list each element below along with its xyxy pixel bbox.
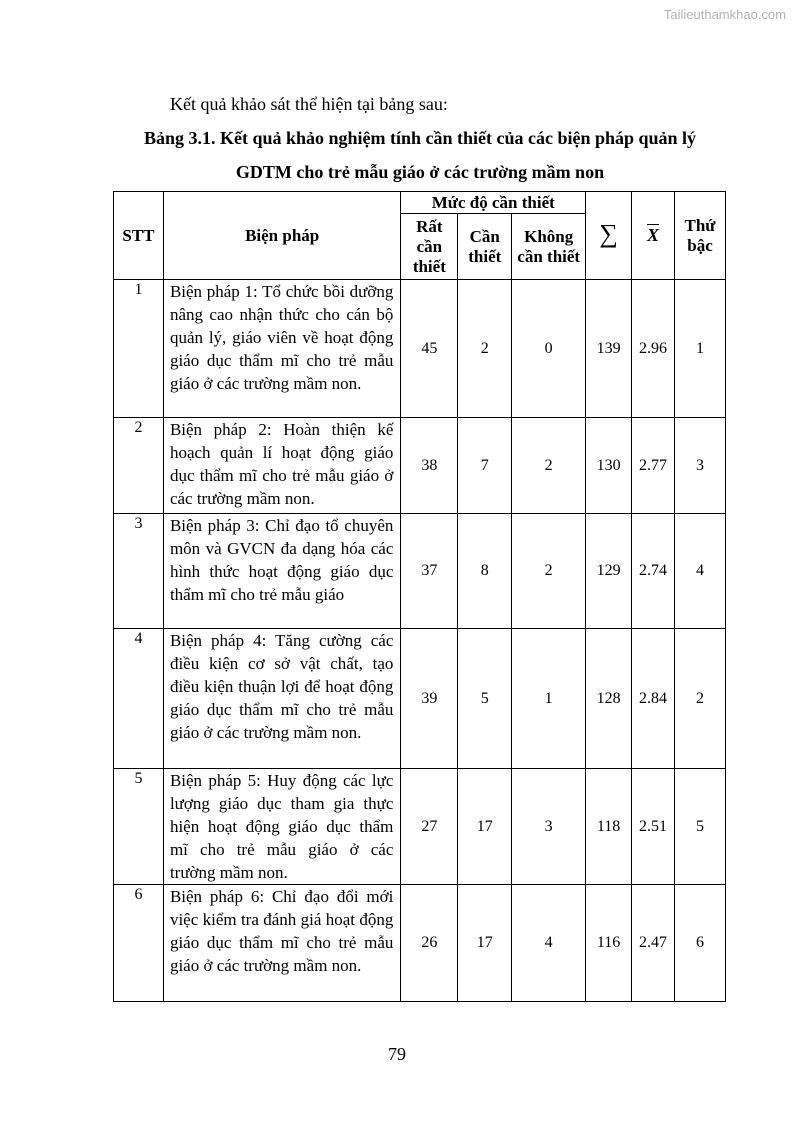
row-rank: 3 [675, 418, 726, 514]
row-rank: 6 [675, 885, 726, 1002]
row-necessary: 5 [458, 629, 512, 769]
row-sum: 116 [586, 885, 632, 1002]
results-table [113, 191, 726, 1002]
row-mean: 2.84 [632, 629, 675, 769]
row-measure: Biện pháp 5: Huy động các lực lượng giáo dục tham gia thực hiện hoạt động giáo dục thẩm mĩ cho trẻ mẫu giáo ở các trường mầm non. [163, 769, 400, 885]
row-sum: 128 [586, 629, 632, 769]
row-rank: 4 [675, 514, 726, 629]
row-mean: 2.74 [632, 514, 675, 629]
row-mean: 2.47 [632, 885, 675, 1002]
row-sum: 118 [586, 769, 632, 885]
row-necessary: 2 [458, 280, 512, 418]
header-necessity-level: Mức độ cần thiết [401, 192, 586, 214]
row-stt: 2 [114, 418, 164, 514]
row-necessary: 17 [458, 885, 512, 1002]
header-measure: Biện pháp [163, 192, 400, 280]
row-mean: 2.96 [632, 280, 675, 418]
row-not-necessary: 1 [512, 629, 586, 769]
row-sum: 129 [586, 514, 632, 629]
row-measure: Biện pháp 2: Hoàn thiện kế hoạch quản lí hoạt động giáo dục thẩm mĩ cho trẻ mẫu giáo ở các trường mầm non. [163, 418, 400, 514]
table-row [114, 280, 726, 418]
row-very-necessary: 45 [401, 280, 458, 418]
row-measure: Biện pháp 6: Chỉ đạo đổi mới việc kiểm tra đánh giá hoạt động giáo dục thẩm mĩ cho trẻ mẫu giáo ở các trường mầm non. [163, 885, 400, 1002]
table-row [114, 418, 726, 514]
table-row [114, 769, 726, 885]
table-row [114, 629, 726, 769]
row-stt: 5 [114, 769, 164, 885]
row-not-necessary: 2 [512, 514, 586, 629]
header-mean [632, 192, 675, 280]
row-stt: 6 [114, 885, 164, 1002]
row-rank: 1 [675, 280, 726, 418]
row-mean: 2.51 [632, 769, 675, 885]
row-stt: 1 [114, 280, 164, 418]
row-not-necessary: 2 [512, 418, 586, 514]
header-stt: STT [114, 192, 164, 280]
table-row [114, 885, 726, 1002]
row-not-necessary: 4 [512, 885, 586, 1002]
row-necessary: 8 [458, 514, 512, 629]
table-caption-line-2: GDTM cho trẻ mẫu giáo ở các trường mầm non [235, 162, 605, 182]
row-very-necessary: 27 [401, 769, 458, 885]
row-measure: Biện pháp 1: Tổ chức bồi dưỡng nâng cao nhận thức cho cán bộ quản lý, giáo viên về hoạt động giáo dục thẩm mĩ cho trẻ mẫu giáo ở các trường mầm non. [163, 280, 400, 418]
row-necessary: 17 [458, 769, 512, 885]
page-number: 79 [388, 1044, 406, 1064]
row-very-necessary: 38 [401, 418, 458, 514]
row-stt: 3 [114, 514, 164, 629]
row-very-necessary: 26 [401, 885, 458, 1002]
row-very-necessary: 39 [401, 629, 458, 769]
sum-symbol: ∑ [599, 219, 618, 248]
watermark: Tailieuthamkhao.com [663, 7, 786, 22]
row-not-necessary: 3 [512, 769, 586, 885]
table-row [114, 514, 726, 629]
intro-text: Kết quả khảo sát thể hiện tại bảng sau: [170, 94, 448, 114]
row-rank: 5 [675, 769, 726, 885]
row-stt: 4 [114, 629, 164, 769]
row-measure: Biện pháp 3: Chỉ đạo tổ chuyên môn và GVCN đa dạng hóa các hình thức hoạt động giáo dục thẩm mĩ cho trẻ mẫu giáo [163, 514, 400, 629]
row-mean: 2.77 [632, 418, 675, 514]
header-sum [586, 192, 632, 280]
row-necessary: 7 [458, 418, 512, 514]
row-sum: 139 [586, 280, 632, 418]
header-very-necessary: Rất cần thiết [401, 214, 458, 280]
row-not-necessary: 0 [512, 280, 586, 418]
row-very-necessary: 37 [401, 514, 458, 629]
table-caption-line-1: Bảng 3.1. Kết quả khảo nghiệm tính cần thiết của các biện pháp quản lý [143, 128, 697, 148]
mean-symbol: $\overline{X}$ [647, 225, 660, 245]
row-rank: 2 [675, 629, 726, 769]
header-rank: Thứ bậc [675, 192, 726, 280]
row-sum: 130 [586, 418, 632, 514]
row-measure: Biện pháp 4: Tăng cường các điều kiện cơ sở vật chất, tạo điều kiện thuận lợi để hoạt động giáo dục thẩm mĩ cho trẻ mẫu giáo ở các trường mầm non. [163, 629, 400, 769]
header-necessary: Cần thiết [458, 214, 512, 280]
header-not-necessary: Không cần thiết [512, 214, 586, 280]
